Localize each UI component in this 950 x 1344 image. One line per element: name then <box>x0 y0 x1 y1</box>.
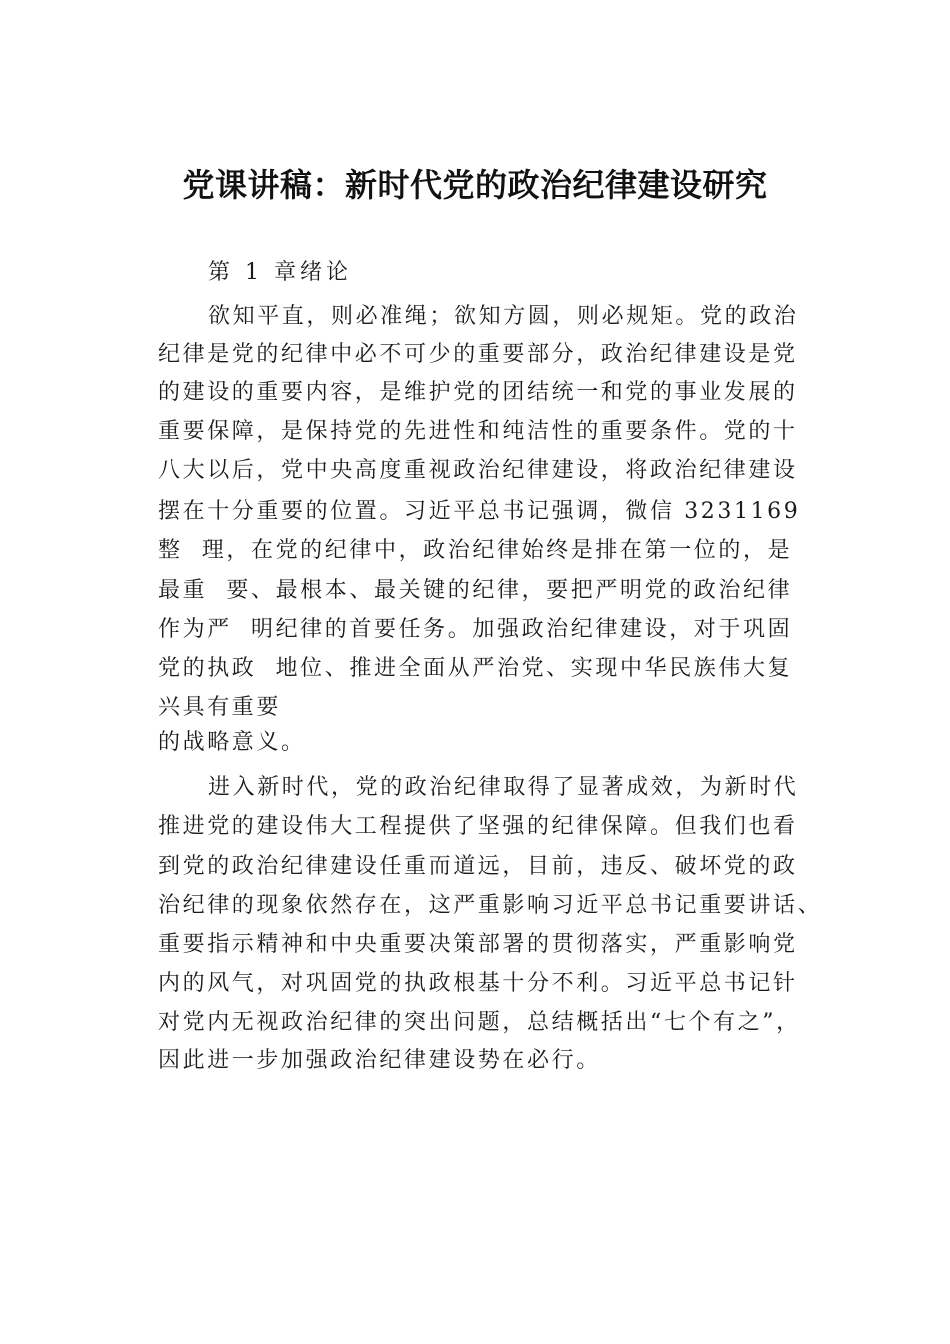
paragraph-1-line: 最重 要、最根本、最关键的纪律，要把严明党的政治纪律 <box>158 578 793 603</box>
paragraph-2-line: 治纪律的现象依然存在，这严重影响习近平总书记重要讲话、 <box>158 893 823 918</box>
paragraph-1-line: 作为严 明纪律的首要任务。加强政治纪律建设，对于巩固 <box>158 617 793 642</box>
paragraph-1-line: 的建设的重要内容，是维护党的团结统一和党的事业发展的 <box>158 380 798 405</box>
paragraph-1-line: 重要保障，是保持党的先进性和纯洁性的重要条件。党的十 <box>158 419 798 444</box>
paragraph-2-line: 内的风气，对巩固党的执政根基十分不利。习近平总书记针 <box>158 971 798 996</box>
paragraph-1-line: 摆在十分重要的位置。习近平总书记强调，微信 3231169 <box>158 499 801 524</box>
paragraph-2-line: 因此进一步加强政治纪律建设势在必行。 <box>158 1048 601 1073</box>
document-title: 党课讲稿：新时代党的政治纪律建设研究 <box>182 166 768 204</box>
paragraph-1-line: 纪律是党的纪律中必不可少的重要部分，政治纪律建设是党 <box>158 342 798 367</box>
chapter-heading: 第 1 章绪论 <box>208 260 352 285</box>
paragraph-2-line: 重要指示精神和中央重要决策部署的贯彻落实，严重影响党 <box>158 932 798 957</box>
paragraph-2-line: 到党的政治纪律建设任重而道远，目前，违反、破坏党的政 <box>158 854 798 879</box>
paragraph-1-line: 八大以后，党中央高度重视政治纪律建设，将政治纪律建设 <box>158 458 798 483</box>
paragraph-1-line: 兴具有重要 <box>158 695 282 720</box>
paragraph-1-line: 党的执政 地位、推进全面从严治党、实现中华民族伟大复 <box>158 656 793 681</box>
paragraph-1-line: 的战略意义。 <box>158 730 306 755</box>
paragraph-2-line: 推进党的建设伟大工程提供了坚强的纪律保障。但我们也看 <box>158 814 798 839</box>
paragraph-2-line: 对党内无视政治纪律的突出问题，总结概括出“七个有之”， <box>158 1010 801 1035</box>
paragraph-1-line: 欲知平直，则必准绳；欲知方圆，则必规矩。党的政治 <box>208 304 799 329</box>
paragraph-1-line: 整 理，在党的纪律中，政治纪律始终是排在第一位的，是 <box>158 538 793 563</box>
paragraph-2-line: 进入新时代，党的政治纪律取得了显著成效，为新时代 <box>208 775 799 800</box>
